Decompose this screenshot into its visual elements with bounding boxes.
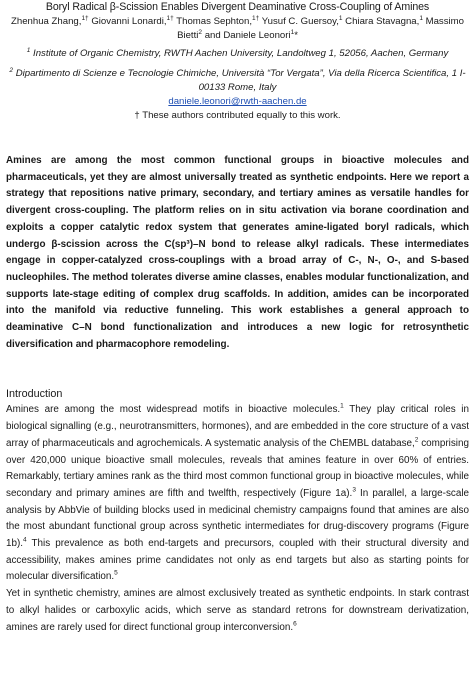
paper-title: Boryl Radical β-Scission Enables Divergent Deaminative Cross-Coupling of Amines	[45, 1, 430, 13]
intro-paragraph-2: Yet in synthetic chemistry, amines are almost exclusively treated as synthetic endpoints. In stark contrast to alkyl halides or carboxylic acids, which serve as standard retrons for downstream derivatization, amines are rarely used for direct functional group interconversion.$^6$	[6, 588, 469, 633]
abstract: Amines are among the most common functional groups in bioactive molecules and pharmaceuticals, yet they are almost universally treated as synthetic endpoints. Here we report a strategy that repositions native primary, secondary, and tertiary amines as versatile handles for divergent cross-coupling. The platform relies on in situ activation via borane coordination and exploits a copper catalytic redox system that generates amine-ligated boryl radicals, which undergo β-scission across the C(sp³)–N bond to release alkyl radicals. These intermediates engage in copper-catalyzed cross-couplings with a broad array of C-, N-, O-, and S-based nucleophiles. The method tolerates diverse amine classes, enables modular functionalization, and supports late-stage editing of complex drug scaffolds. In addition, amides can be incorporated into the manifold via reductive funneling. This work establishes a general approach to deaminative C–N bond functionalization and introduces a new logic for retrosynthetic diversification and pharmacophore remodeling.	[6, 155, 469, 350]
email-link[interactable]: daniele.leonori@rwth-aachen.de	[168, 96, 307, 107]
intro-paragraph-1: Amines are among the most widespread motifs in bioactive molecules.$^1$ They play critical roles in biological signalling (e.g., neurotransmitters, hormones), and are embedded in the core structure of a vast array of pharmaceuticals and agrochemicals. A systematic analysis of the ChEMBL database,$^2$ comprising over 420,000 unique bioactive small molecules, reveals that amines feature in over 60% of entries. Remarkably, tertiary amines rank as the third most common functional group in bioactive molecules, while secondary and primary amines are fifth and twelfth, respectively (Figure 1a).$^3$ In parallel, a large-scale analysis by AbbVie of building blocks used in medicinal chemistry campaigns found that amines are also the most abundant functional group across synthetic intermediates for drug-discovery programs (Figure 1b).$^4$ This prevalence as both end-targets and precursors, coupled with their structural diversity and accessibility, makes amines prime candidates not only as end targets but also as starting points for molecular diversification.$^5$	[6, 403, 469, 583]
corresponding-email	[6, 95, 469, 109]
affiliation-1: $^1$ Institute of Organic Chemistry, RWTH Aachen University, Landoltweg 1, 52056, Aachen, Germany	[26, 46, 449, 59]
equal-contribution-note: † These authors contributed equally to this work.	[134, 110, 341, 121]
author-list: Zhenhua Zhang,$^{1\dagger}$ Giovanni Lonardi,$^{1\dagger}$ Thomas Sephton,$^{1\dagger}$ Yusuf C. Guersoy,$^1$ Chiara Stavagna,$^1$ Massimo Bietti$^2$ and Daniele Leonori$^1$*	[11, 14, 464, 41]
affiliation-2: $^2$ Dipartimento di Scienze e Tecnologie Chimiche, Università “Tor Vergata”, Via della Ricerca Scientifica, 1 I-00133 Rome, Italy	[9, 66, 466, 93]
section-heading-introduction: Introduction	[6, 388, 63, 401]
